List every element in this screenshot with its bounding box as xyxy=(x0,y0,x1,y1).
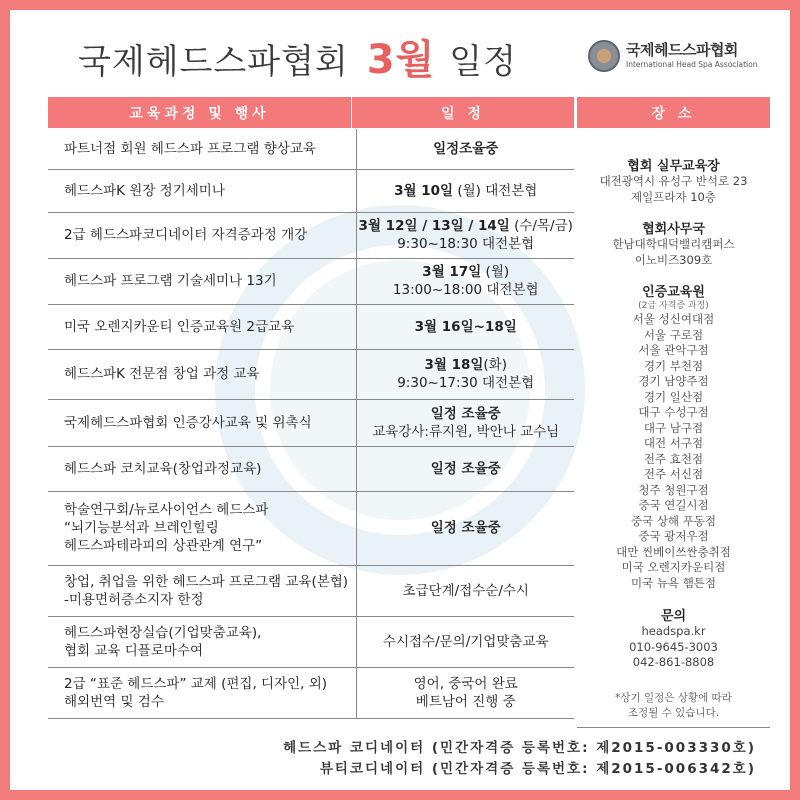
page-title xyxy=(78,28,517,82)
schedule-cell xyxy=(357,667,574,718)
schedule-line: 13:00~18:00 대전본협 xyxy=(392,282,539,298)
schedule-row xyxy=(48,565,574,616)
association-logo xyxy=(588,38,758,78)
schedule-row xyxy=(48,304,574,349)
schedule-date: 일정 조율중 xyxy=(430,520,501,536)
contact-phone: 042-861-8808 xyxy=(632,655,715,669)
header-course: 교육과정 및 행사 xyxy=(48,97,351,128)
schedule-line xyxy=(357,675,574,693)
course-cell xyxy=(48,258,357,304)
schedule-cell xyxy=(357,616,574,667)
seal-icon xyxy=(588,40,620,72)
schedule-date: 3월 16일~18일 xyxy=(414,318,517,335)
schedule-detail: (화) xyxy=(483,357,507,373)
schedule-row xyxy=(48,446,574,491)
schedule-cell xyxy=(357,129,574,169)
schedule-row xyxy=(48,349,574,399)
schedule-cell xyxy=(357,304,574,349)
cert-branch: 서울 관악구점 xyxy=(638,343,709,357)
course-line: 파트너점 회원 헤드스파 프로그램 향상교육 xyxy=(64,140,316,157)
footer-license-1: 헤드스파 코디네이터 (민간자격증 등록번호: 제2015-003330호) xyxy=(283,740,756,756)
schedule-date: 일정 조율중 xyxy=(430,460,501,477)
schedule-cell xyxy=(357,399,574,446)
logo-name: 국제헤드스파협회 xyxy=(626,41,738,59)
course-line: 미국 오렌지카운티 인증교육원 2급교육 xyxy=(64,318,295,335)
schedule-date: 일정조율중 xyxy=(433,140,499,157)
schedule-line: 9:30~18:30 대전본협 xyxy=(397,236,535,252)
cert-branch: 미국 오렌지카운티점 xyxy=(621,560,726,574)
cert-branch: 경기 일산점 xyxy=(643,389,704,404)
course-line: -미용면허증소지자 한정 xyxy=(64,591,204,608)
schedule-date: 3월 18일 xyxy=(424,357,484,373)
course-line: 협회 교육 디플로마수여 xyxy=(64,642,203,659)
schedule-row xyxy=(48,129,574,169)
title-month: 3월 xyxy=(366,37,436,83)
hq-title: 협회 실무교육장 xyxy=(627,159,720,174)
schedule-date: 3월 10일 xyxy=(394,182,454,199)
course-line: “뇌기능분석과 브레인힐링 xyxy=(64,520,219,536)
course-cell xyxy=(48,446,357,491)
schedule-cell xyxy=(357,212,574,258)
course-line: 헤드스파 프로그램 기술세미나 13기 xyxy=(64,273,277,289)
course-line: 2급 “표준 헤드스파” 교제 (편집, 디자인, 외) xyxy=(64,675,328,692)
header-schedule: 일 정 xyxy=(352,97,574,128)
footer-license-2: 뷰티코디네이터 (민간자격증 등록번호: 제2015-006342호) xyxy=(319,761,756,777)
cert-branch: 대전 서구점 xyxy=(643,436,704,450)
schedule-cell xyxy=(357,446,574,491)
cert-branch: 대만 씬베이쓰싼충취점 xyxy=(616,544,731,559)
schedule-line xyxy=(357,633,574,651)
contact-title: 문의 xyxy=(660,609,687,624)
course-line: 헤드스파K 원장 정기세미나 xyxy=(64,182,225,199)
cert-title: 인증교육원 xyxy=(642,285,705,300)
schedule-row xyxy=(48,399,574,446)
course-line: 헤드스파테라피의 상관관계 연구” xyxy=(64,538,263,554)
schedule-row xyxy=(48,212,574,258)
schedule-line xyxy=(357,182,574,200)
course-line: 헤드스파현장실습(기업맞춤교육), xyxy=(64,624,262,641)
schedule-line xyxy=(357,140,574,158)
course-cell xyxy=(48,169,357,212)
schedule-note: *상기 일정은 상황에 따라 xyxy=(615,691,732,704)
schedule-detail: (월) xyxy=(481,264,510,280)
schedule-line: 9:30~17:30 대전본협 xyxy=(397,375,535,391)
cert-branch: 서울 구로점 xyxy=(643,327,704,342)
schedule-row xyxy=(48,258,574,304)
cert-branch: 대구 남구점 xyxy=(643,420,704,435)
schedule-detail: 수시접수/문의/기업맞춤교육 xyxy=(382,633,549,650)
schedule-line xyxy=(357,405,574,423)
schedule-line xyxy=(357,217,574,235)
cert-branch-list xyxy=(577,312,770,591)
schedule-line xyxy=(357,263,574,281)
cert-branch: 중국 연길시점 xyxy=(638,498,709,512)
course-cell xyxy=(48,129,357,169)
course-cell xyxy=(48,616,357,667)
schedule-detail: 초급단계/접수순/수시 xyxy=(402,582,529,599)
cert-branch: 전주 효천점 xyxy=(643,451,704,466)
course-line: 학술연구회/뉴로사이언스 헤드스파 xyxy=(64,502,269,518)
course-line: 헤드스파K 전문점 창업 과정 교육 xyxy=(64,366,260,382)
schedule-row xyxy=(48,667,574,718)
cert-branch: 전주 서신점 xyxy=(643,467,704,481)
schedule-note: 조정될 수 있습니다. xyxy=(627,706,720,719)
schedule-line: 교육강사:류지원, 박안나 교수님 xyxy=(372,423,560,440)
schedule-row xyxy=(48,616,574,667)
course-line: 국제헤드스파협회 인증강사교육 및 위촉식 xyxy=(64,414,312,431)
title-suffix: 일정 xyxy=(449,42,517,82)
schedule-cell xyxy=(357,258,574,304)
schedule-detail: 영어, 중국어 완료 xyxy=(413,675,518,692)
office-line: 이노비즈309호 xyxy=(634,252,713,267)
schedule-line: 베트남어 진행 중 xyxy=(415,693,516,710)
schedule-row xyxy=(48,491,574,565)
title-prefix: 국제헤드스파협회 xyxy=(78,42,349,82)
hq-line: 제일프라자 10층 xyxy=(631,189,716,204)
contact-website: headspa.kr xyxy=(641,624,706,638)
schedule-cell xyxy=(357,565,574,616)
course-cell xyxy=(48,667,357,718)
course-cell xyxy=(48,349,357,399)
hq-line: 대전광역시 유성구 반석로 23 xyxy=(599,174,748,188)
schedule-line xyxy=(357,356,574,374)
logo-english: International Head Spa Association xyxy=(626,60,758,69)
location-column xyxy=(577,129,770,728)
course-cell xyxy=(48,304,357,349)
course-cell xyxy=(48,491,357,565)
schedule-cell xyxy=(357,349,574,399)
cert-branch: 청주 청원구점 xyxy=(638,482,709,497)
course-line: 창업, 취업을 위한 헤드스파 프로그램 교육(본협) xyxy=(64,573,349,590)
schedule-line xyxy=(357,318,574,336)
office-line: 한남대학대덕밸리캠퍼스 xyxy=(612,237,735,251)
course-line: 헤드스파 코치교육(창업과정교육) xyxy=(64,460,262,477)
schedule-line xyxy=(357,582,574,600)
contact-phone: 010-9645-3003 xyxy=(629,639,718,654)
cert-branch: 대구 수성구점 xyxy=(638,405,709,419)
schedule-line xyxy=(357,460,574,478)
course-cell xyxy=(48,399,357,446)
schedule-row xyxy=(48,169,574,212)
cert-branch: 미국 뉴욕 햄튼점 xyxy=(630,575,717,590)
schedule-date: 3월 17일 xyxy=(422,264,482,280)
schedule-line xyxy=(357,519,574,537)
course-cell xyxy=(48,565,357,616)
cert-branch: 경기 남양주점 xyxy=(638,374,709,388)
schedule-cell xyxy=(357,169,574,212)
schedule-detail: (월) 대전본협 xyxy=(453,182,538,199)
schedule-date: 3월 12일 / 13일 / 14일 xyxy=(358,218,510,234)
cert-branch: 경기 부천점 xyxy=(643,358,704,373)
header-location: 장 소 xyxy=(577,97,770,128)
office-title: 협회사무국 xyxy=(642,222,705,237)
course-cell xyxy=(48,212,357,258)
schedule-table xyxy=(48,129,574,719)
cert-subtitle: (2급 자격증 과정) xyxy=(638,301,709,311)
course-line: 2급 헤드스파코디네이터 자격증과정 개강 xyxy=(64,227,308,243)
cert-branch: 중국 상해 푸동점 xyxy=(630,513,717,528)
cert-branch: 중국 광저우점 xyxy=(638,529,709,543)
schedule-cell xyxy=(357,491,574,565)
cert-branch: 서울 성신여대점 xyxy=(632,312,715,326)
course-line: 해외번역 및 검수 xyxy=(64,693,164,710)
schedule-date: 일정 조율중 xyxy=(430,405,501,422)
schedule-detail: (수/목/금) xyxy=(509,218,573,234)
